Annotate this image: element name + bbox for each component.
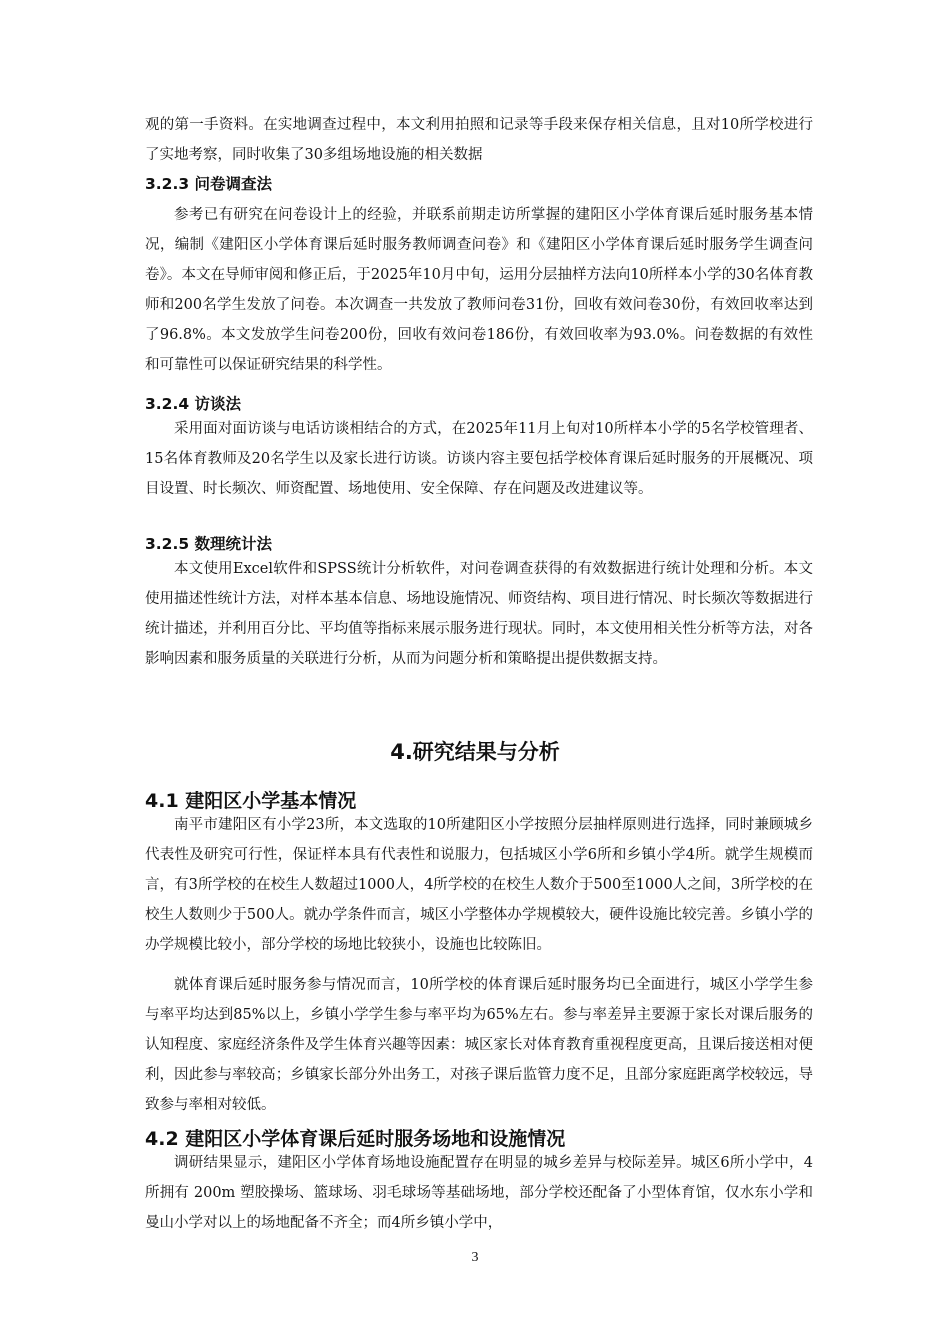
paragraph-4-2: 调研结果显示，建阳区小学体育场地设施配置存在明显的城乡差异与校际差异。城区6所小学中，4所拥有 200m 塑胶操场、篮球场、羽毛球场等基础场地，部分学校还配备了小型体育馆，仅水东小学和曼山小学对以上的场地配备不齐全；而4所乡镇小学中， — [145, 1155, 813, 1231]
paragraph-3-2-4: 采用面对面访谈与电话访谈相结合的方式，在2025年11月上旬对10所样本小学的5名学校管理者、15名体育教师及20名学生以及家长进行访谈。访谈内容主要包括学校体育课后延时服务的开展概况、项目设置、时长频次、师资配置、场地使用、安全保障、存在问题及改进建议等。 — [145, 421, 813, 497]
section-heading-4-1: 4.1 建阳区小学基本情况 — [145, 790, 357, 812]
section-heading-3-2-5: 3.2.5 数理统计法 — [145, 535, 273, 553]
paragraph-4-1-b: 就体育课后延时服务参与情况而言，10所学校的体育课后延时服务均已全面进行，城区小学学生参与率平均达到85%以上，乡镇小学学生参与率平均为65%左右。参与率差异主要源于家长对课后服务的认知程度、家庭经济条件及学生体育兴趣等因素：城区家长对体育教育重视程度更高，且课后接送相对便利，因此参与率较高；乡镇家长部分外出务工，对孩子课后监管力度不足，且部分家庭距离学校较远，导致参与率相对较低。 — [145, 977, 813, 1113]
paragraph-4-1-a: 南平市建阳区有小学23所，本文选取的10所建阳区小学按照分层抽样原则进行选择，同时兼顾城乡代表性及研究可行性，保证样本具有代表性和说服力，包括城区小学6所和乡镇小学4所。就学生规模而言，有3所学校的在校生人数超过1000人，4所学校的在校生人数介于500至1000人之间，3所学校的在校生人数则少于500人。就办学条件而言，城区小学整体办学规模较大，硬件设施比较完善。乡镇小学的办学规模比较小，部分学校的场地比较狭小，设施也比较陈旧。 — [145, 817, 813, 953]
section-heading-3-2-3: 3.2.3 问卷调查法 — [145, 175, 273, 193]
chapter-heading-4: 4.研究结果与分析 — [390, 740, 560, 764]
section-heading-4-2: 4.2 建阳区小学体育课后延时服务场地和设施情况 — [145, 1128, 566, 1150]
page-number: 3 — [471, 1250, 479, 1265]
section-heading-3-2-4: 3.2.4 访谈法 — [145, 395, 242, 413]
paragraph-3-2-5: 本文使用Excel软件和SPSS统计分析软件，对问卷调查获得的有效数据进行统计处理和分析。本文使用描述性统计方法，对样本基本信息、场地设施情况、师资结构、项目进行情况、时长频次等数据进行统计描述，并利用百分比、平均值等指标来展示服务进行现状。同时，本文使用相关性分析等方法，对各影响因素和服务质量的关联进行分析，从而为问题分析和策略提出提供数据支持。 — [145, 561, 813, 667]
paragraph-3-2-3: 参考已有研究在问卷设计上的经验，并联系前期走访所掌握的建阳区小学体育课后延时服务基本情况，编制《建阳区小学体育课后延时服务教师调查问卷》和《建阳区小学体育课后延时服务学生调查问卷》。本文在导师审阅和修正后，于2025年10月中旬，运用分层抽样方法向10所样本小学的30名体育教师和200名学生发放了问卷。本次调查一共发放了教师问卷31份，回收有效问卷30份，有效回收率达到了96.8%。本文发放学生问卷200份，回收有效问卷186份，有效回收率为93.0%。问卷数据的有效性和可靠性可以保证研究结果的科学性。 — [145, 207, 813, 373]
continuation-paragraph: 观的第一手资料。在实地调查过程中，本文利用拍照和记录等手段来保存相关信息，且对10所学校进行了实地考察，同时收集了30多组场地设施的相关数据 — [145, 117, 813, 163]
